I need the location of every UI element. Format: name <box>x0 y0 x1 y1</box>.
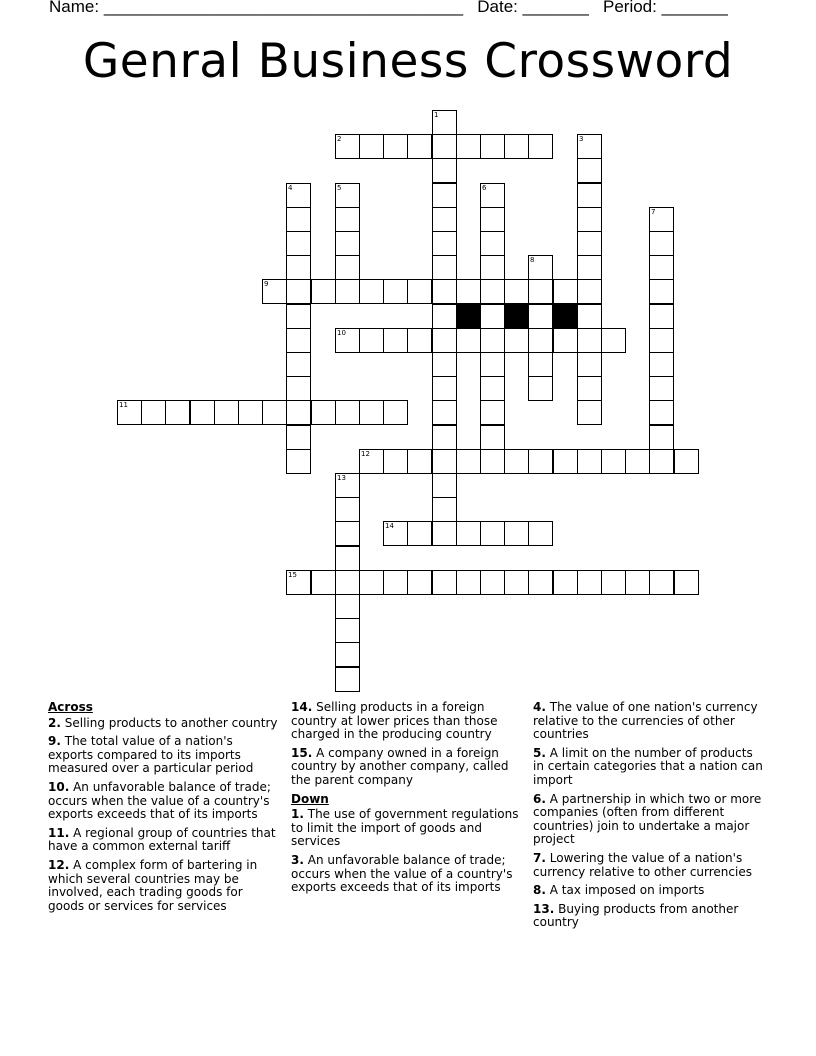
crossword-cell[interactable] <box>383 279 408 304</box>
clue-item <box>533 903 765 930</box>
clue-item <box>48 781 280 822</box>
crossword-cell[interactable] <box>432 449 457 474</box>
clue-number-label: 5 <box>337 184 342 192</box>
crossword-cell[interactable] <box>480 352 505 377</box>
crossword-cell[interactable] <box>480 328 505 353</box>
crossword-cell[interactable] <box>480 183 505 208</box>
crossword-cell[interactable] <box>432 158 457 183</box>
crossword-cell[interactable] <box>359 279 384 304</box>
crossword-cell[interactable] <box>480 521 505 546</box>
clue-item <box>291 808 523 849</box>
clue-number-label: 2 <box>337 135 342 143</box>
crossword-cell[interactable] <box>480 425 505 450</box>
crossword-cell[interactable] <box>432 183 457 208</box>
black-square <box>456 304 481 329</box>
crossword-cell[interactable] <box>577 376 602 401</box>
crossword-cell[interactable] <box>432 473 457 498</box>
clue-item <box>48 827 280 854</box>
crossword-cell[interactable] <box>456 570 481 595</box>
crossword-cell[interactable] <box>504 134 529 159</box>
crossword-cell[interactable] <box>577 279 602 304</box>
crossword-cell[interactable] <box>335 594 360 619</box>
crossword-cell[interactable] <box>528 328 553 353</box>
crossword-cell[interactable] <box>432 521 457 546</box>
crossword-cell[interactable] <box>432 570 457 595</box>
crossword-cell[interactable] <box>262 400 287 425</box>
crossword-cell[interactable] <box>432 328 457 353</box>
crossword-cell[interactable] <box>649 255 674 280</box>
clue-number-label: 3 <box>579 135 584 143</box>
crossword-cell[interactable] <box>528 449 553 474</box>
crossword-cell[interactable] <box>504 279 529 304</box>
clue-item <box>533 852 765 879</box>
crossword-cell[interactable] <box>577 352 602 377</box>
crossword-cell[interactable] <box>432 304 457 329</box>
crossword-cell[interactable] <box>504 521 529 546</box>
crossword-cell[interactable] <box>311 400 336 425</box>
crossword-cell[interactable] <box>649 425 674 450</box>
crossword-cell[interactable] <box>432 255 457 280</box>
clue-number-label: 13 <box>337 474 346 482</box>
crossword-cell[interactable] <box>286 304 311 329</box>
crossword-cell[interactable] <box>674 570 699 595</box>
clues-column-3 <box>533 701 765 935</box>
crossword-cell[interactable] <box>480 207 505 232</box>
crossword-cell[interactable] <box>577 328 602 353</box>
clue-text: Selling products to another country <box>64 715 278 730</box>
crossword-cell[interactable] <box>286 352 311 377</box>
clue-number: 2. <box>48 715 61 730</box>
clue-item <box>291 701 523 742</box>
clue-number: 6. <box>533 791 546 806</box>
crossword-cell[interactable] <box>165 400 190 425</box>
clue-text: A partnership in which two or more companies (often from different countries) join to undertake a major project <box>533 791 762 847</box>
clue-text: Buying products from another country <box>533 901 739 930</box>
crossword-cell[interactable] <box>625 449 650 474</box>
crossword-cell[interactable] <box>286 279 311 304</box>
clue-number: 1. <box>291 807 304 822</box>
crossword-cell[interactable] <box>504 449 529 474</box>
black-square <box>553 304 578 329</box>
clues-column-2 <box>291 701 523 900</box>
crossword-cell[interactable] <box>335 183 360 208</box>
crossword-cell[interactable] <box>432 400 457 425</box>
crossword-cell[interactable] <box>432 207 457 232</box>
crossword-cell[interactable] <box>601 570 626 595</box>
period-label: Period: <box>603 0 657 16</box>
crossword-cell[interactable] <box>214 400 239 425</box>
crossword-cell[interactable] <box>649 352 674 377</box>
crossword-cell[interactable] <box>528 255 553 280</box>
clue-item <box>48 735 280 776</box>
clue-number-label: 12 <box>361 450 370 458</box>
crossword-cell[interactable] <box>553 328 578 353</box>
crossword-cell[interactable] <box>335 618 360 643</box>
crossword-cell[interactable] <box>649 231 674 256</box>
crossword-cell[interactable] <box>577 158 602 183</box>
crossword-cell[interactable] <box>286 400 311 425</box>
crossword-cell[interactable] <box>432 231 457 256</box>
crossword-cell[interactable] <box>456 279 481 304</box>
crossword-cell[interactable] <box>286 570 311 595</box>
crossword-cell[interactable] <box>480 304 505 329</box>
crossword-cell[interactable] <box>335 642 360 667</box>
crossword-cell[interactable] <box>432 497 457 522</box>
clue-item <box>48 717 280 731</box>
clue-number-label: 1 <box>434 111 439 119</box>
clue-number: 4. <box>533 700 546 714</box>
crossword-cell[interactable] <box>383 134 408 159</box>
crossword-cell[interactable] <box>117 400 142 425</box>
crossword-cell[interactable] <box>407 279 432 304</box>
crossword-cell[interactable] <box>262 279 287 304</box>
crossword-cell[interactable] <box>577 134 602 159</box>
crossword-cell[interactable] <box>359 134 384 159</box>
crossword-cell[interactable] <box>601 449 626 474</box>
crossword-cell[interactable] <box>480 570 505 595</box>
crossword-cell[interactable] <box>286 255 311 280</box>
crossword-cell[interactable] <box>528 376 553 401</box>
clue-number: 14. <box>291 700 313 714</box>
clue-item <box>533 747 765 788</box>
crossword-cell[interactable] <box>528 352 553 377</box>
clue-text: A limit on the number of products in certain categories that a nation can import <box>533 745 763 787</box>
crossword-cell[interactable] <box>432 352 457 377</box>
crossword-cell[interactable] <box>432 425 457 450</box>
crossword-cell[interactable] <box>480 376 505 401</box>
crossword-cell[interactable] <box>359 449 384 474</box>
crossword-cell[interactable] <box>649 376 674 401</box>
clue-number: 7. <box>533 850 546 865</box>
crossword-cell[interactable] <box>480 134 505 159</box>
crossword-cell[interactable] <box>311 570 336 595</box>
clue-number-label: 14 <box>385 522 394 530</box>
crossword-cell[interactable] <box>480 400 505 425</box>
clue-text: Selling products in a foreign country at lower prices than those charged in the producing country <box>291 700 498 742</box>
crossword-cell[interactable] <box>553 279 578 304</box>
clue-number-label: 9 <box>264 280 269 288</box>
crossword-cell[interactable] <box>359 570 384 595</box>
crossword-cell[interactable] <box>190 400 215 425</box>
crossword-cell[interactable] <box>456 328 481 353</box>
crossword-cell[interactable] <box>601 328 626 353</box>
date-label: Date: <box>477 0 518 16</box>
crossword-cell[interactable] <box>504 570 529 595</box>
date-blank[interactable]: _______ <box>522 0 589 16</box>
clue-number-label: 7 <box>651 208 656 216</box>
crossword-cell[interactable] <box>335 231 360 256</box>
clue-number-label: 4 <box>288 184 293 192</box>
clue-item <box>48 859 280 913</box>
crossword-cell[interactable] <box>335 497 360 522</box>
crossword-cell[interactable] <box>286 231 311 256</box>
crossword-cell[interactable] <box>432 376 457 401</box>
crossword-cell[interactable] <box>335 400 360 425</box>
crossword-cell[interactable] <box>383 400 408 425</box>
crossword-cell[interactable] <box>383 521 408 546</box>
crossword-cell[interactable] <box>286 449 311 474</box>
clue-text: The use of government regulations to limit the import of goods and services <box>291 807 519 849</box>
crossword-cell[interactable] <box>432 134 457 159</box>
crossword-cell[interactable] <box>577 570 602 595</box>
crossword-cell[interactable] <box>528 279 553 304</box>
crossword-cell[interactable] <box>504 328 529 353</box>
crossword-cell[interactable] <box>649 328 674 353</box>
crossword-cell[interactable] <box>407 570 432 595</box>
crossword-cell[interactable] <box>456 521 481 546</box>
crossword-cell[interactable] <box>528 304 553 329</box>
crossword-cell[interactable] <box>456 449 481 474</box>
crossword-cell[interactable] <box>649 207 674 232</box>
crossword-cell[interactable] <box>335 546 360 571</box>
crossword-cell[interactable] <box>335 279 360 304</box>
black-square <box>504 304 529 329</box>
clue-number: 3. <box>291 852 304 867</box>
crossword-cell[interactable] <box>649 400 674 425</box>
clue-number-label: 11 <box>119 401 128 409</box>
crossword-cell[interactable] <box>383 570 408 595</box>
clue-number-label: 15 <box>288 571 297 579</box>
clue-text: The total value of a nation's exports compared to its imports measured over a particular period <box>48 734 254 776</box>
crossword-cell[interactable] <box>649 570 674 595</box>
crossword-cell[interactable] <box>480 279 505 304</box>
page-title: Genral Business Crossword <box>82 34 734 89</box>
crossword-cell[interactable] <box>432 279 457 304</box>
clue-text: A tax imposed on imports <box>549 883 705 898</box>
crossword-cell[interactable] <box>553 570 578 595</box>
clue-item <box>533 701 765 742</box>
clue-text: An unfavorable balance of trade; occurs when the value of a country's exports exceeds that of its imports <box>291 852 513 895</box>
clue-text: A regional group of countries that have a common external tariff <box>48 825 276 854</box>
name-label: Name: <box>49 0 100 16</box>
crossword-cell[interactable] <box>335 570 360 595</box>
crossword-cell[interactable] <box>335 134 360 159</box>
crossword-cell[interactable] <box>456 134 481 159</box>
crossword-cell[interactable] <box>286 328 311 353</box>
crossword-cell[interactable] <box>577 183 602 208</box>
crossword-cell[interactable] <box>238 400 263 425</box>
crossword-cell[interactable] <box>674 449 699 474</box>
crossword-cell[interactable] <box>577 207 602 232</box>
clue-number: 11. <box>48 825 70 840</box>
clue-item <box>533 884 765 898</box>
clue-text: An unfavorable balance of trade; occurs when the value of a country's exports exceeds that of its imports <box>48 779 271 822</box>
crossword-cell[interactable] <box>335 328 360 353</box>
clue-number: 15. <box>291 745 313 760</box>
crossword-cell[interactable] <box>286 425 311 450</box>
clue-item <box>533 793 765 847</box>
clue-item <box>291 854 523 895</box>
clue-number-label: 10 <box>337 329 346 337</box>
clue-number: 12. <box>48 857 70 872</box>
crossword-cell[interactable] <box>335 473 360 498</box>
down-heading: Down <box>291 791 329 806</box>
crossword-cell[interactable] <box>625 570 650 595</box>
clue-number: 9. <box>48 734 61 749</box>
crossword-cell[interactable] <box>335 207 360 232</box>
clue-number-label: 8 <box>530 256 535 264</box>
clue-number-label: 6 <box>482 184 487 192</box>
crossword-cell[interactable] <box>480 449 505 474</box>
clue-text: Lowering the value of a nation's currency relative to other currencies <box>533 850 752 879</box>
crossword-cell[interactable] <box>577 304 602 329</box>
crossword-cell[interactable] <box>432 110 457 135</box>
crossword-cell[interactable] <box>480 255 505 280</box>
clue-text: The value of one nation's currency relative to the currencies of other countries <box>533 700 758 742</box>
crossword-cell[interactable] <box>528 570 553 595</box>
crossword-cell[interactable] <box>407 328 432 353</box>
crossword-cell[interactable] <box>286 207 311 232</box>
crossword-cell[interactable] <box>553 449 578 474</box>
crossword-cell[interactable] <box>311 279 336 304</box>
crossword-cell[interactable] <box>649 449 674 474</box>
clue-number: 10. <box>48 779 70 794</box>
crossword-cell[interactable] <box>141 400 166 425</box>
crossword-cell[interactable] <box>383 449 408 474</box>
crossword-cell[interactable] <box>528 521 553 546</box>
crossword-cell[interactable] <box>577 400 602 425</box>
clue-number: 5. <box>533 745 546 760</box>
crossword-cell[interactable] <box>407 521 432 546</box>
crossword-cell[interactable] <box>649 279 674 304</box>
clue-text: A complex form of bartering in which several countries may be involved, each trading goods for goods or services for services <box>48 857 258 913</box>
crossword-cell[interactable] <box>359 328 384 353</box>
clue-text: A company owned in a foreign country by another company, called the parent company <box>291 745 509 787</box>
crossword-cell[interactable] <box>335 521 360 546</box>
clues-column-1 <box>48 701 280 918</box>
period-blank[interactable]: _______ <box>661 0 728 16</box>
crossword-cell[interactable] <box>286 376 311 401</box>
crossword-cell[interactable] <box>577 255 602 280</box>
clue-item <box>291 747 523 788</box>
crossword-cell[interactable] <box>577 231 602 256</box>
clue-number: 13. <box>533 901 555 916</box>
crossword-cell[interactable] <box>383 328 408 353</box>
name-blank[interactable]: ______________________________________ <box>103 0 464 16</box>
crossword-cell[interactable] <box>286 183 311 208</box>
crossword-cell[interactable] <box>407 134 432 159</box>
clue-number: 8. <box>533 883 546 898</box>
across-heading: Across <box>48 700 93 714</box>
crossword-cell[interactable] <box>335 255 360 280</box>
crossword-cell[interactable] <box>528 134 553 159</box>
crossword-cell[interactable] <box>480 231 505 256</box>
crossword-cell[interactable] <box>577 449 602 474</box>
crossword-cell[interactable] <box>407 449 432 474</box>
crossword-cell[interactable] <box>335 667 360 692</box>
crossword-cell[interactable] <box>359 400 384 425</box>
crossword-cell[interactable] <box>649 304 674 329</box>
